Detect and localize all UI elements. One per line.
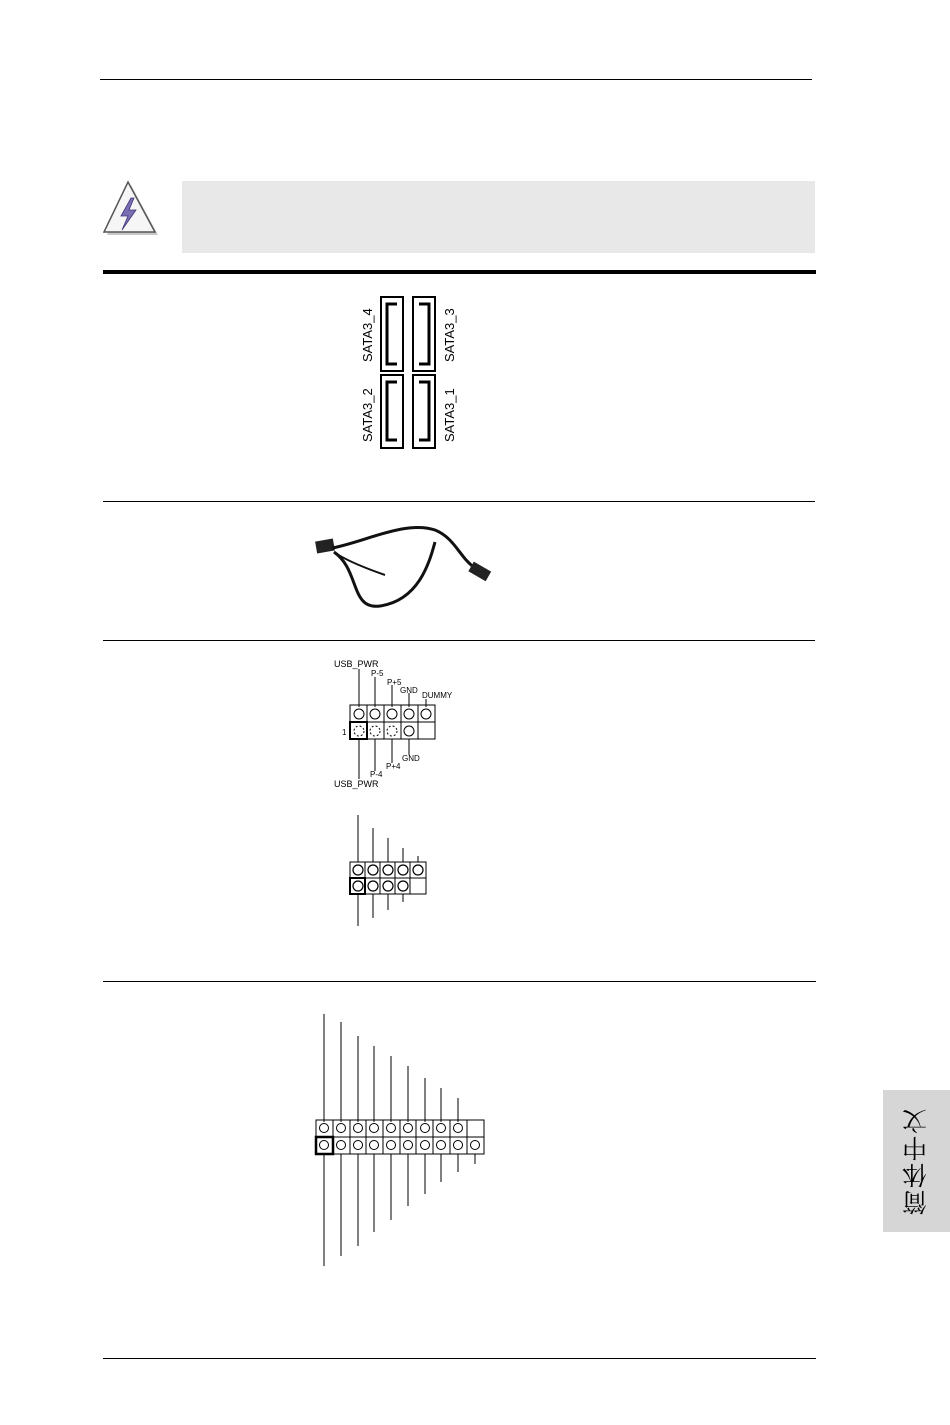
usb-pin1-mark: 1 [342,728,347,737]
top-rule [100,79,812,80]
language-side-tab [883,1090,950,1232]
language-tab-label: 简体中文 [901,1107,931,1215]
usb-label-usb-pwr-top: USB_PWR [334,659,379,669]
usb-label-p-minus-4: P-4 [370,770,383,779]
section-thick-rule [103,270,816,274]
sata-label-3: SATA3_3 [442,308,457,362]
notice-box [182,181,815,253]
header-diagram-2x10 [310,1010,490,1270]
sata-cable-illustration [310,520,505,615]
section-rule-3 [103,981,816,982]
usb-label-gnd-bottom: GND [402,754,420,763]
sata-port-2 [381,375,403,448]
sata-port-3 [413,297,435,371]
usb-header-diagram [330,655,470,795]
usb-label-p-minus-5: P-5 [371,669,384,678]
sata-port-1 [413,375,435,448]
sata-label-1: SATA3_1 [442,388,457,442]
sata-label-2: SATA3_2 [360,388,375,442]
warning-icon [100,178,162,238]
sata-label-4: SATA3_4 [360,308,375,362]
sata-connectors-diagram [355,290,465,450]
sata-port-4 [381,297,403,371]
usb-label-usb-pwr-bottom: USB_PWR [334,779,379,789]
usb-label-dummy: DUMMY [422,691,453,700]
usb-label-gnd-top: GND [400,686,418,695]
usb-label-p-plus-5: P+5 [387,678,402,687]
bottom-rule [103,1358,816,1359]
header-diagram-2x5 [340,810,440,930]
section-rule-2 [103,640,815,641]
section-rule-1 [103,501,815,502]
usb-label-p-plus-4: P+4 [386,762,401,771]
